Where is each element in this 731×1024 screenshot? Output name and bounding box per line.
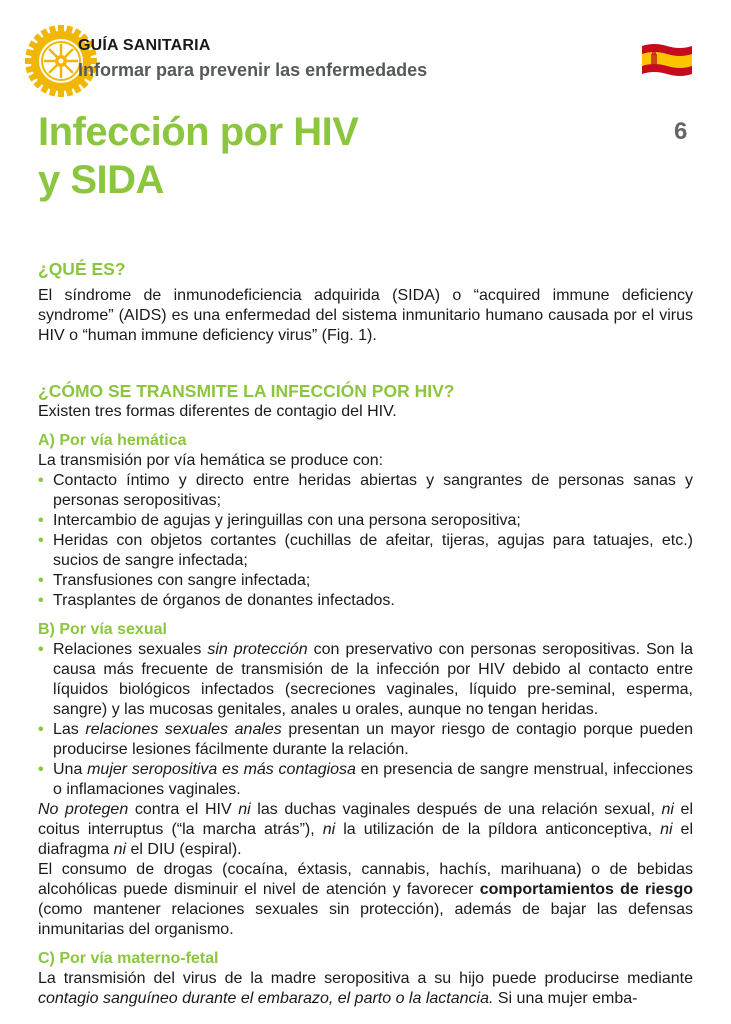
guide-title: GUÍA SANITARIA (78, 37, 211, 54)
bullet-icon: • (38, 512, 44, 529)
materno-fetal-paragraph: La transmisión del virus de la madre seropositiva a su hijo puede producirse mediante contagio sanguíneo durante el embarazo, el parto o la lactancia. Si una mujer emba- (38, 970, 693, 1007)
section-heading-que-es: ¿QUÉ ES? (38, 259, 126, 279)
bullet-icon: • (38, 532, 44, 549)
bullet-icon: • (38, 721, 44, 738)
page-number: 6 (674, 118, 688, 145)
spain-flag-icon (640, 40, 694, 80)
subheading-sexual: B) Por vía sexual (38, 621, 167, 638)
bullet-icon: • (38, 572, 44, 589)
hematica-list (38, 471, 693, 611)
drogas-paragraph: El consumo de drogas (cocaína, éxtasis, cannabis, hachís, marihuana) o de bebidas alcohólicas puede disminuir el nivel de atención y favorecer comportamientos de riesgo (como mantener relaciones sexuales sin protección), además de bajar las defensas inmunitarias del organismo. (38, 861, 694, 938)
list-item: • Intercambio de agujas y jeringuillas con una persona seropositiva; (38, 512, 521, 529)
hematica-intro: La transmisión por vía hemática se produce con: (38, 452, 384, 469)
como-intro: Existen tres formas diferentes de contagio del HIV. (38, 403, 397, 420)
no-protegen-paragraph: No protegen contra el HIV ni las duchas vaginales después de una relación sexual, ni el coitus interruptus (“la marcha atrás”), ni la utilización de la píldora anticonceptiva, ni el diafragma ni el DIU (espiral). (38, 801, 694, 858)
subheading-materno-fetal: C) Por vía materno-fetal (38, 950, 219, 967)
title-line-2: y SIDA (38, 158, 164, 202)
bullet-icon: • (38, 592, 44, 609)
page-title (38, 108, 358, 204)
bullet-icon: • (38, 761, 44, 778)
section-heading-como: ¿CÓMO SE TRANSMITE LA INFECCIÓN POR HIV? (38, 381, 455, 401)
title-line-1: Infección por HIV (38, 110, 359, 154)
list-item: • Contacto íntimo y directo entre heridas abiertas y sangrantes de personas sanas y personas seropositivas; (38, 472, 693, 509)
list-item: • Heridas con objetos cortantes (cuchillas de afeitar, tijeras, agujas para tatuajes, etc.) sucios de sangre infectada; (38, 532, 693, 569)
list-item: • Transfusiones con sangre infectada; (38, 572, 311, 589)
list-item: • Las relaciones sexuales anales presentan un mayor riesgo de contagio porque pueden producirse lesiones fácilmente durante la relación. (38, 721, 693, 758)
que-es-paragraph: El síndrome de inmunodeficiencia adquirida (SIDA) o “acquired immune deficiency syndrome” (AIDS) es una enfermedad del sistema inmunitario humano causada por el virus HIV o “human immune deficiency virus” (Fig. 1). (38, 287, 693, 344)
guide-subtitle: Informar para prevenir las enfermedades (78, 60, 428, 80)
bullet-icon: • (38, 641, 44, 658)
list-item: • Trasplantes de órganos de donantes infectados. (38, 592, 395, 609)
subheading-hematica: A) Por vía hemática (38, 432, 187, 449)
sexual-list (38, 640, 693, 800)
content (38, 258, 693, 1009)
bullet-icon: • (38, 472, 44, 489)
list-item: • Una mujer seropositiva es más contagiosa en presencia de sangre menstrual, infecciones o inflamaciones vaginales. (38, 761, 694, 798)
list-item: • Relaciones sexuales sin protección con preservativo con personas seropositivas. Son la causa más frecuente de transmisión de la infección por HIV debido al contacto entre líquidos biológicos infectados (secreciones vaginales, líquido pre-seminal, esperma, sangre) y las mucosas genitales, anales u orales, aunque no tengan heridas. (38, 641, 694, 718)
